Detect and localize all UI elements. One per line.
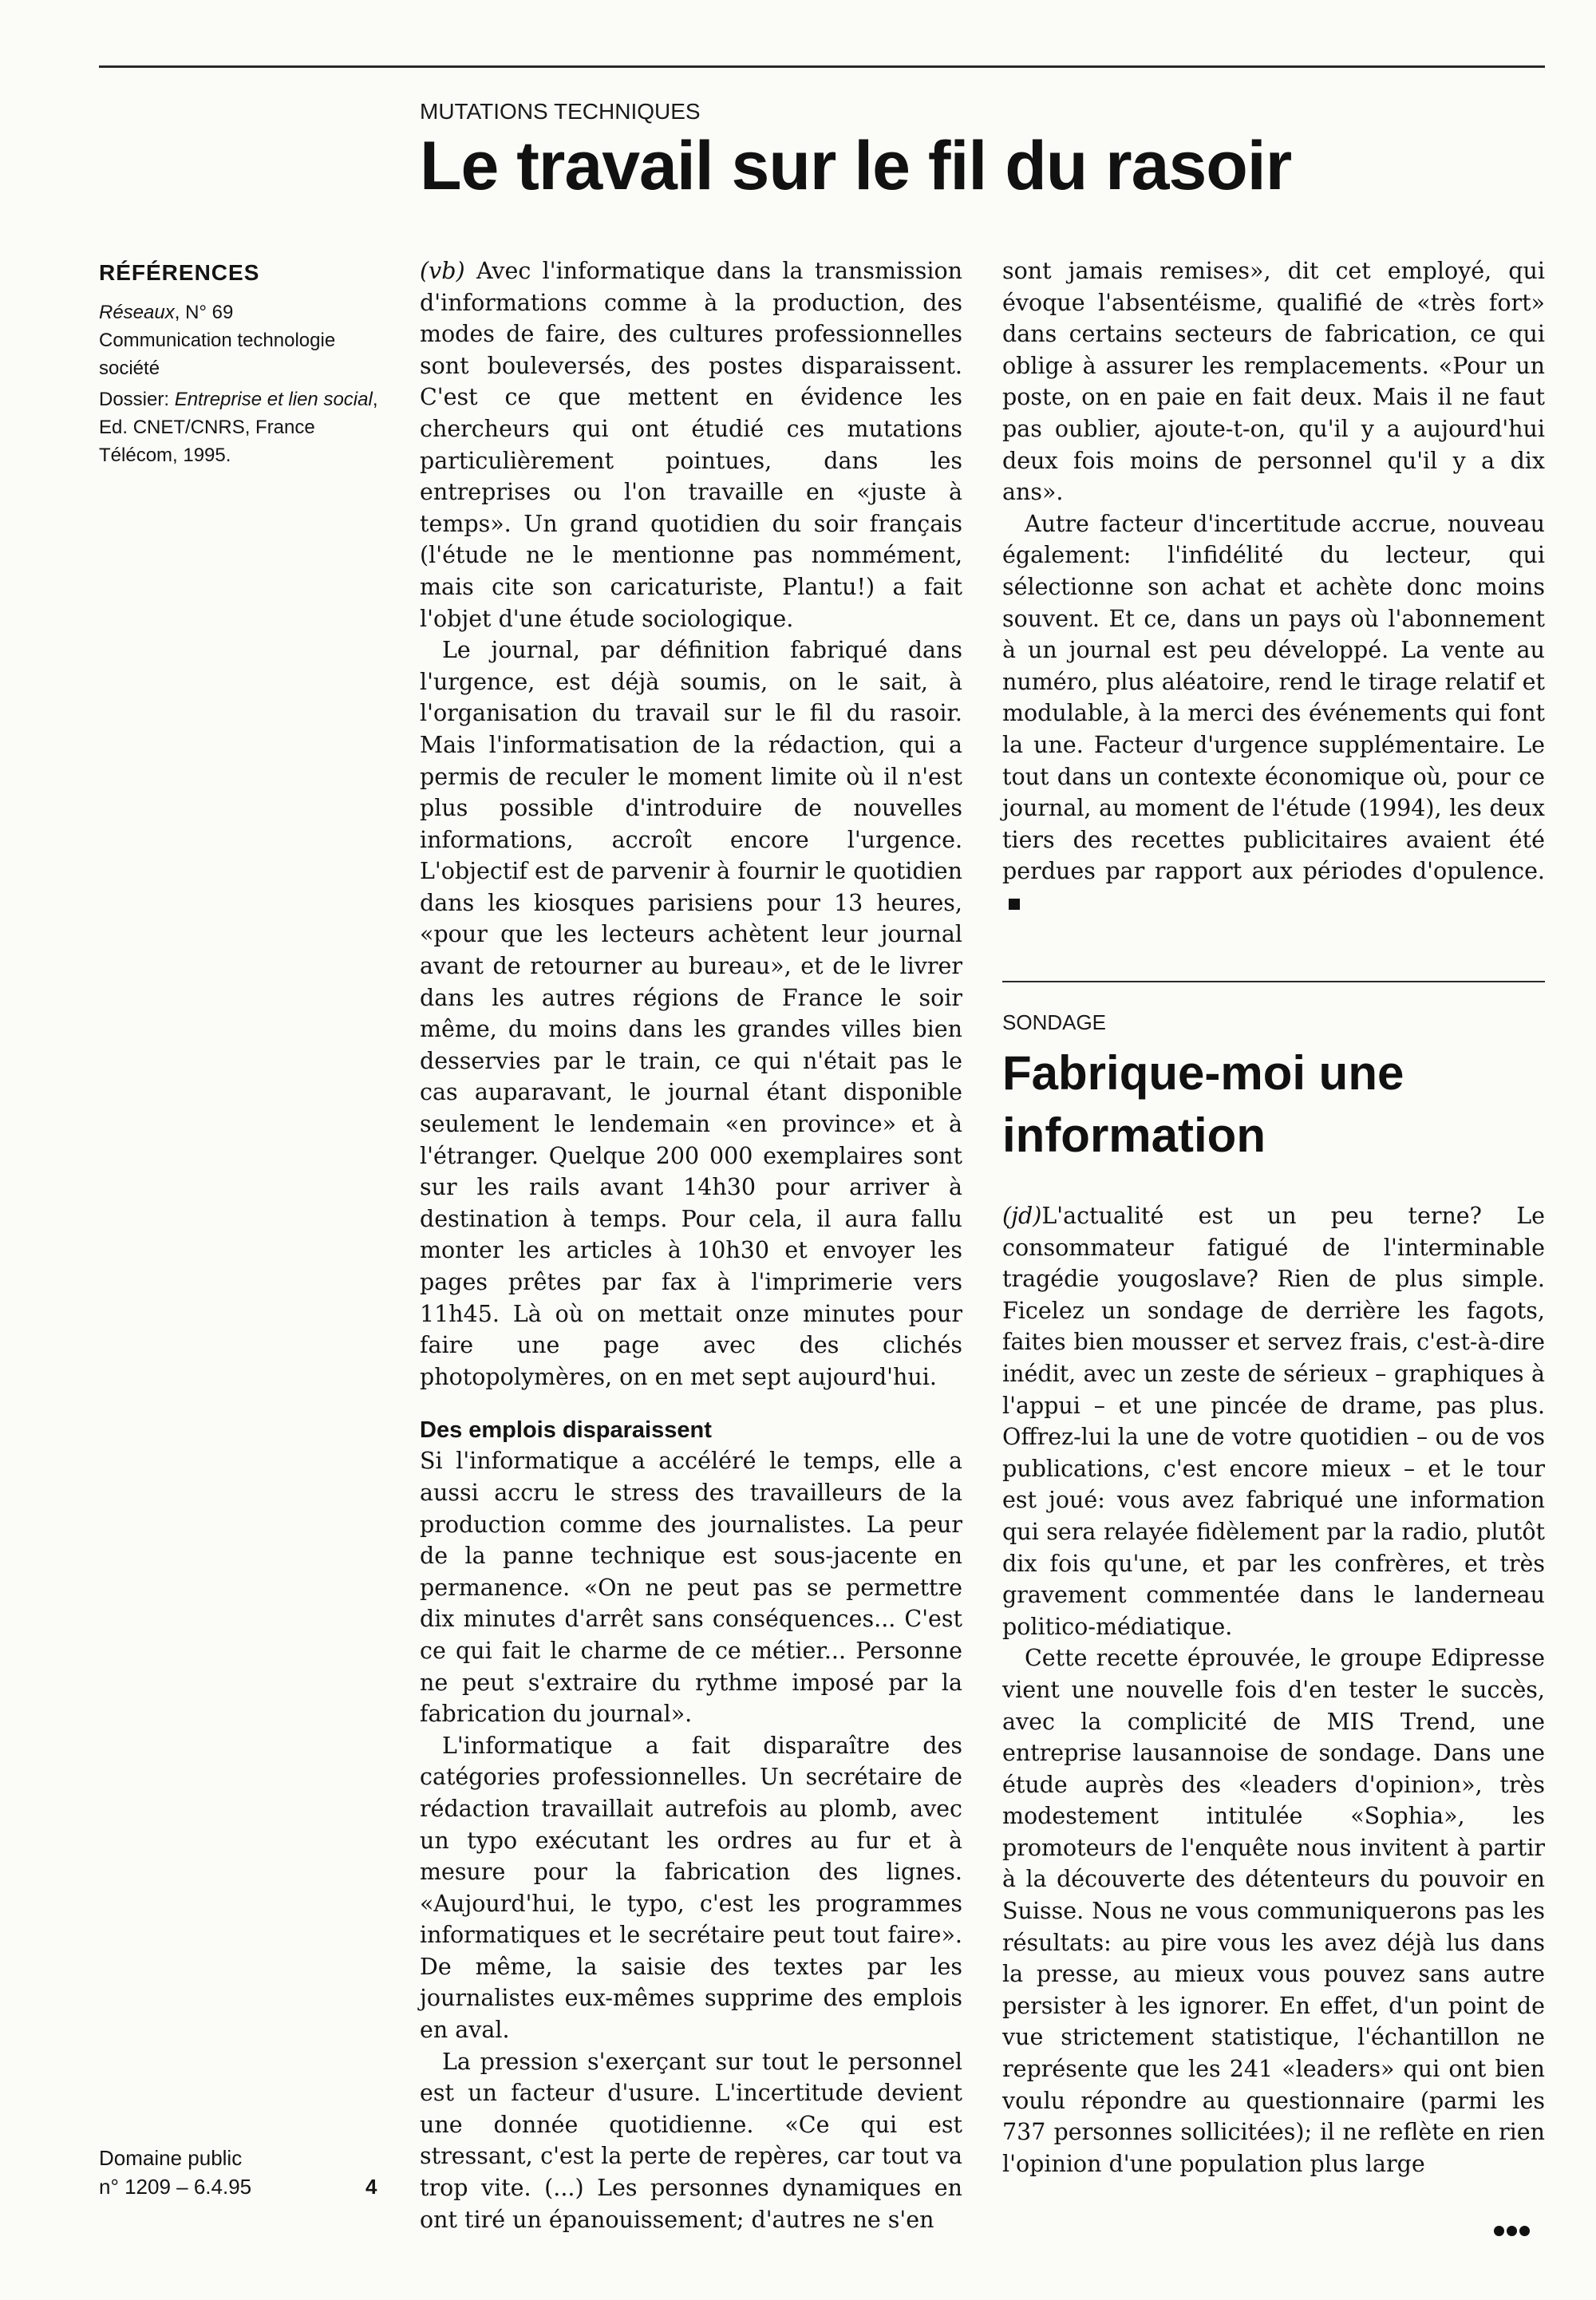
footer-publication [99,2144,251,2201]
article1-paragraph: Si l'informatique a accéléré le temps, elle a aussi accru le stress des travailleurs de la production comme des journalistes. La peur de la panne technique est sous-jacente en permanence. «On ne peut pas se permettre dix minutes d'arrêt sans conséquences... C'est ce qui fait le charme de ce métier... Personne ne peut s'extraire du rythme imposé par la fabrication du journal». [420,1448,962,1728]
article2-column [1002,1200,1545,2179]
article1-column1 [420,255,962,2235]
references-list [99,298,378,472]
article2-kicker: SONDAGE [1002,1010,1107,1034]
article1-column2 [1002,255,1545,919]
article2-paragraph: (jd)L'actualité est un peu terne? Le consommateur fatigué de l'interminable tragédie yougoslave? Rien de plus simple. Ficelez un sondage de derrière les fagots, faites bien mousser et servez frais, c'est-à-dire inédit, avec un zeste de sérieux – graphiques à l'appui – et une pincée de drame, pas plus. Offrez-lui la une de votre quotidien – ou de vos publications, c'est encore mieux – et le tour est joué: vous avez fabriqué une information qui sera relayée fidèlement par la radio, plutôt dix fois qu'une, et par les confrères, et très gravement commentée dans le landerneau politico-médiatique. [1002,1203,1545,1640]
continuation-dots-icon [1494,2224,1532,2239]
section-rule [1002,981,1545,982]
article1-paragraph: L'informatique a fait disparaître des catégories professionnelles. Un secrétaire de rédaction travaillait autrefois au plomb, avec un typo exécutant les ordres au fur et à mesure pour la fabrication des lignes. «Aujourd'hui, le typo, c'est les programmes informatiques et le secrétaire peut tout faire». De même, la saisie des textes par les journalistes eux-mêmes supprime des emplois en aval. [420,1732,962,2044]
reference-item: Réseaux, N° 69 Communication technologie société [99,302,336,379]
article1-title: Le travail sur le fil du rasoir [420,128,1292,204]
author-initials: (jd) [1002,1203,1042,1229]
reference-dossier: Entreprise et lien social [174,389,373,410]
issue-info: n° 1209 – 6.4.95 [99,2175,252,2199]
article1-paragraph: (vb) Avec l'informatique dans la transmission d'informations comme à la production, des modes de faire, des cultures professionnelles sont bouleversés, des postes disparaissent. C'est ce que mettent en évidence les chercheurs qui ont étudié ces mutations particulièrement pointues, dans les entreprises ou l'on travaille en «juste à temps». Un grand quotidien du soir français (l'étude ne le mentionne pas nommément, mais cite son caricaturiste, Plantu!) a fait l'objet d'une étude sociologique. [420,258,962,632]
article2-paragraph: Cette recette éprouvée, le groupe Edipresse vient une nouvelle fois d'en tester le succès, avec la complicité de MIS Trend, une entreprise lausannoise de sondage. Dans une étude auprès des «leaders d'opinion», très modestement intitulée «Sophia», les promoteurs de l'enquête nous invitent à partir à la découverte des détenteurs du pouvoir en Suisse. Nous ne vous communiquerons pas les résultats: au pire vous les avez déjà lus dans la presse, au mieux vous pouvez sans autre persister à les ignorer. En effet, d'un point de vue strictement statistique, l'échantillon ne représente que les 241 «leaders» qui ont bien voulu répondre au questionnaire (parmi les 737 personnes sollicitées); il ne reflète en rien l'opinion d'une population plus large [1002,1645,1545,2177]
article1-subheading: Des emplois disparaissent [420,1417,712,1444]
article2-title: Fabrique-moi une information [1002,1046,1404,1162]
page-number: 4 [365,2175,377,2199]
end-of-article-icon [1009,899,1020,910]
article1-paragraph: Autre facteur d'incertitude accrue, nouveau également: l'infidélité du lecteur, qui sélectionne son achat et achète donc moins souvent. Et ce, dans un pays où l'abonnement à un journal est peu développé. La vente au numéro, plus aléatoire, rend le tirage relatif et modulable, à la merci des événements qui font la une. Facteur d'urgence supplémentaire. Le tout dans un contexte économique où, pour ce journal, au moment de l'étude (1994), les deux tiers des recettes publicitaires avaient été perdues par rapport aux périodes d'opulence. [1002,508,1545,919]
author-initials: (vb) [420,258,465,284]
reference-subtitle: Communication technologie société [99,330,336,379]
reference-journal: Réseaux [99,302,175,323]
references-title: RÉFÉRENCES [99,260,260,285]
top-rule [99,65,1545,68]
article1-kicker: MUTATIONS TECHNIQUES [420,99,701,124]
article1-paragraph: Le journal, par définition fabriqué dans l'urgence, est déjà soumis, on le sait, à l'organisation du travail sur le fil du rasoir. Mais l'informatisation de la rédaction, qui a permis de reculer le moment limite où il n'est plus possible d'introduire de nouvelles informations, accroît encore l'urgence. L'objectif est de parvenir à fournir le quotidien dans les kiosques parisiens pour 13 heures, «pour que les lecteurs achètent leur journal avant de retourner au bureau», et de le livrer dans les autres régions de France le soir même, du moins dans les grandes villes bien desservies par le train, ce qui n'était pas le cas auparavant, le journal étant disponible seulement le lendemain «en province» et à l'étranger. Quelque 200 000 exemplaires sont sur les rails avant 14h30 pour arriver à destination à temps. Pour cela, il aura fallu monter les articles à 10h30 et envoyer les pages prêtes par fax à l'imprimerie vers 11h45. Là où on mettait onze minutes pour faire une page avec des clichés photopolymères, on en met sept aujourd'hui. [420,637,962,1390]
reference-item: Dossier: Entreprise et lien social, Ed. CNET/CNRS, France Télécom, 1995. [99,389,378,466]
article1-paragraph: sont jamais remises», dit cet employé, qui évoque l'absentéisme, qualifié de «très fort» dans certains secteurs de fabrication, ce qui oblige à assurer les remplacements. «Pour un poste, on en paie en fait deux. Mais il ne faut pas oublier, ajoute-t-on, qu'il y a aujourd'hui deux fois moins de personnel qu'il y a dix ans». [1002,258,1545,506]
publication-name: Domaine public [99,2146,243,2170]
article1-paragraph: La pression s'exerçant sur tout le personnel est un facteur d'usure. L'incertitude devient une donnée quotidienne. «Ce qui est stressant, c'est la perte de repères, car tout va trop vite. (...) Les personnes dynamiques en ont tiré un épanouissement; d'autres ne s'en [420,2048,962,2233]
